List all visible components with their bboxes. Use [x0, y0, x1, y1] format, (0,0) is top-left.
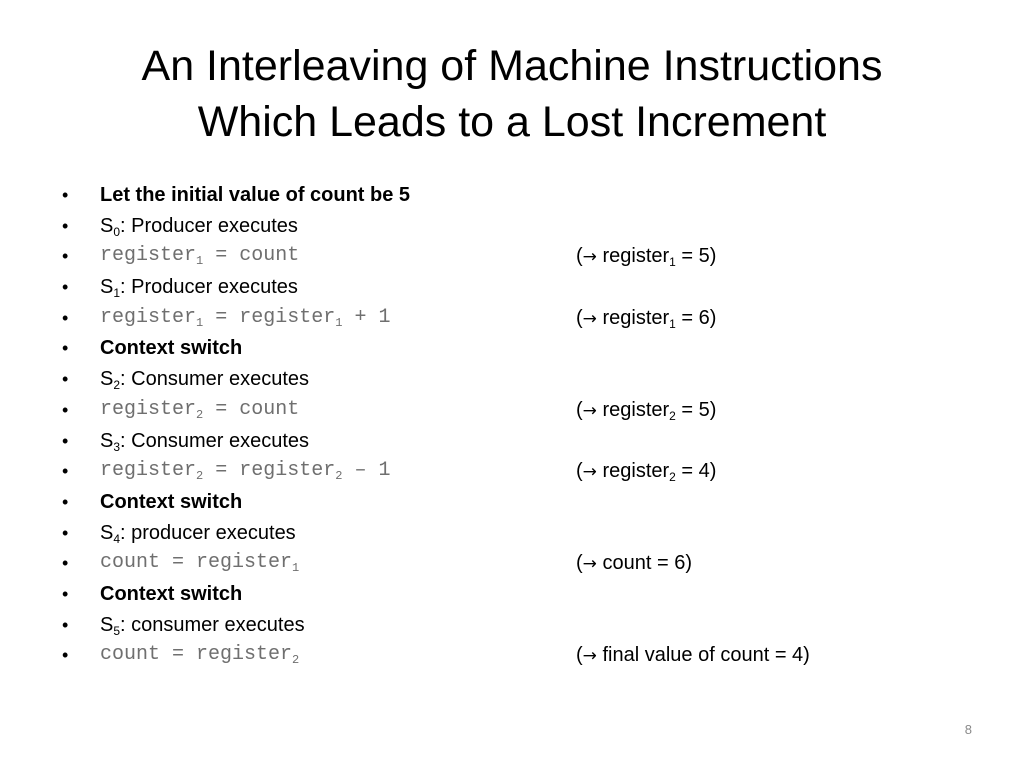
bullet-text: Context switch	[100, 337, 243, 360]
bullet-text: Context switch	[100, 490, 243, 513]
right-arrow-icon: →	[582, 646, 597, 667]
code-statement: register$_1$ = register$_1$ + 1	[100, 305, 391, 330]
step-label: $S_4$: producer executes	[100, 521, 296, 546]
bullet-dot: •	[62, 338, 69, 359]
bullet-dot: •	[62, 185, 69, 205]
right-arrow-icon: →	[582, 400, 597, 421]
bullet-dot: •	[62, 307, 69, 328]
result-note: (→ register$_1$ = 6)	[576, 306, 717, 331]
bullet-dot: •	[62, 491, 69, 512]
code-statement: register$_2$ = count	[100, 397, 300, 422]
bullet-text: Context switch	[100, 582, 243, 605]
step-label: $S_5$: consumer executes	[100, 613, 305, 638]
bullet-dot: •	[62, 461, 69, 482]
slide-title	[60, 38, 964, 150]
result-note: (→ count = 6)	[576, 552, 692, 575]
right-arrow-icon: →	[582, 308, 597, 329]
bullet-dot: •	[62, 522, 69, 543]
bullet-dot: •	[62, 430, 69, 451]
result-note: (→ register$_2$ = 5)	[576, 398, 717, 423]
code-statement: register$_1$ = count	[100, 244, 300, 269]
right-arrow-icon: →	[582, 554, 597, 575]
bullet-dot: •	[62, 246, 69, 267]
bullet-dot: •	[62, 277, 69, 298]
slide-title-line-1: An Interleaving of Machine Instructions	[141, 42, 883, 90]
bullet-dot: •	[62, 399, 69, 420]
step-label: $S_0$: Producer executes	[100, 214, 298, 239]
page-number: 8	[964, 722, 972, 737]
result-note: (→ final value of count = 4)	[576, 644, 810, 667]
right-arrow-icon: →	[582, 247, 597, 268]
bullet-text: Let the initial value of count be 5	[100, 184, 411, 206]
code-statement: register$_2$ = register$_2$ – 1	[100, 459, 391, 484]
result-note: (→ register$_1$ = 5)	[576, 245, 717, 270]
bullet-dot: •	[62, 369, 69, 390]
bullet-dot: •	[62, 215, 69, 236]
right-arrow-icon: →	[582, 462, 597, 483]
code-statement: count = register$_1$	[100, 551, 300, 576]
result-note: (→ register$_2$ = 4)	[576, 460, 717, 485]
step-label: $S_2$: Consumer executes	[100, 368, 310, 393]
code-statement: count = register$_2$	[100, 643, 300, 668]
step-label: $S_3$: Consumer executes	[100, 429, 310, 454]
slide-title-line-2: Which Leads to a Lost Increment	[197, 98, 827, 146]
bullet-dot: •	[62, 645, 69, 666]
bullet-dot: •	[62, 614, 69, 635]
bullet-dot: •	[62, 553, 69, 574]
step-label: $S_1$: Producer executes	[100, 276, 298, 301]
bullet-dot: •	[62, 583, 69, 604]
